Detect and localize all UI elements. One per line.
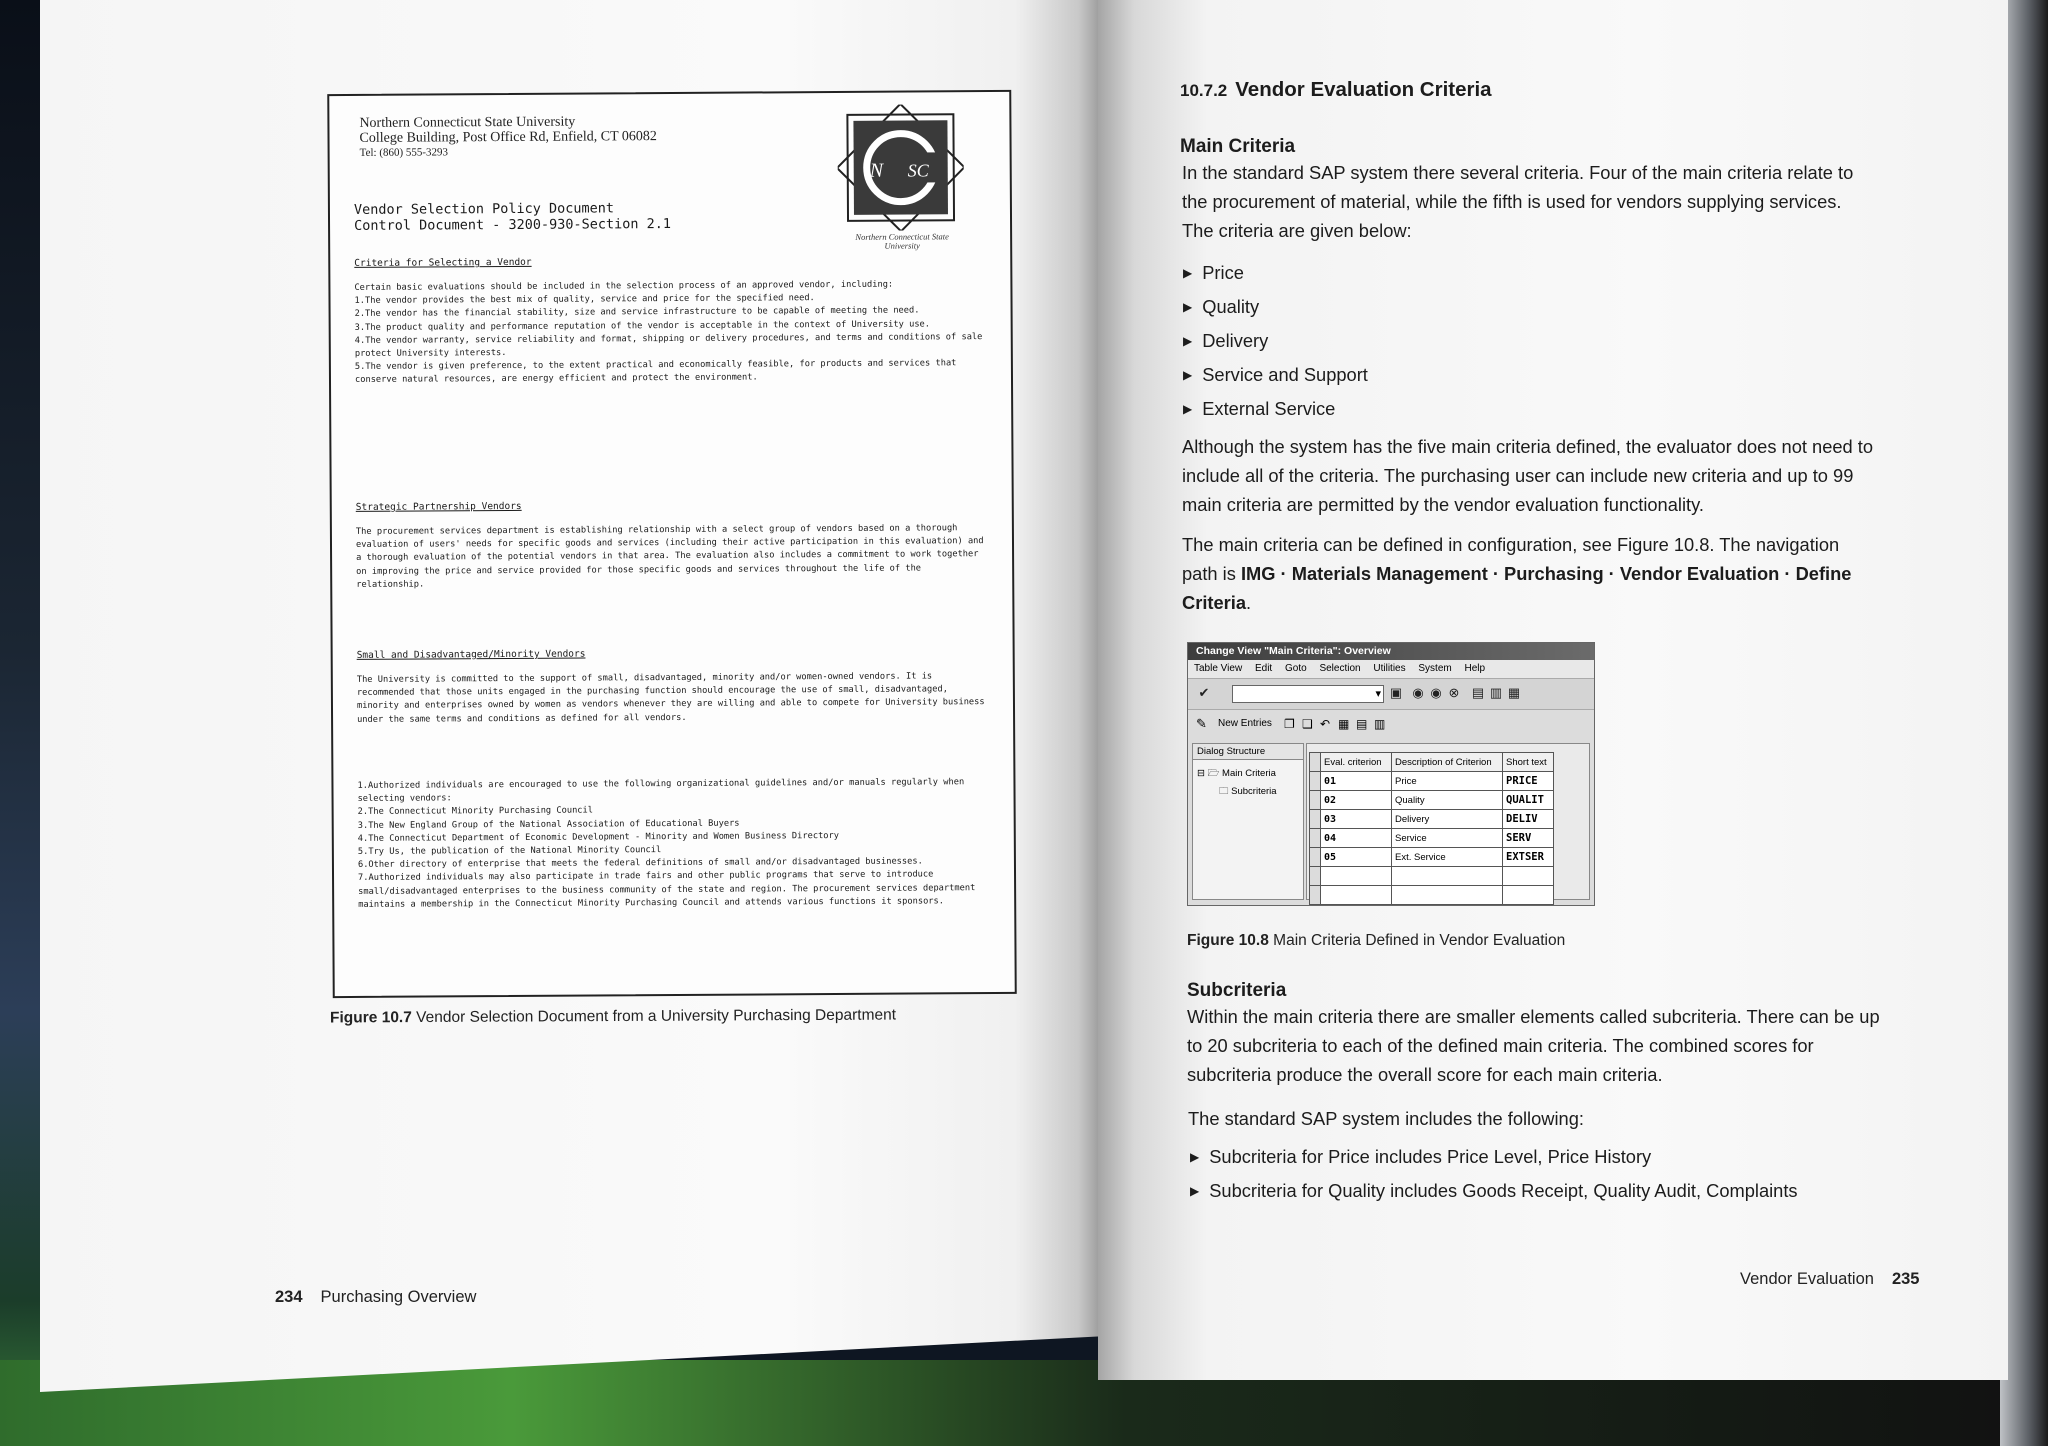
table-row[interactable] <box>1310 772 1554 791</box>
sap-title-text: Change View "Main Criteria": Overview <box>1196 645 1391 657</box>
vendor-selection-document <box>327 90 1017 998</box>
paragraph-navigation <box>1182 530 1877 617</box>
folder-icon: 🗀 <box>1219 786 1229 797</box>
scan-background-left <box>0 0 46 1446</box>
criteria-table <box>1309 752 1554 905</box>
command-field[interactable] <box>1232 685 1384 703</box>
guidelines-list: 1.Authorized individuals are encouraged to use the following organizational guidelines and/or manuals regularly when selecting vendors: 2.The Connecticut Minority Purchasing Council 3.The New England Group of the National Association of Educational Buyers 4.The Connecticut Department of Economic Development - Minority and Women Business Directory 5.Try Us, the publication of the National Minority Council 6.Other directory of enterprise that meets the federal definitions of small and/or disadvantaged businesses. 7.Authorized individuals may also participate in trade fairs and other public programs that serve to introduce small/disadvantaged enterprises to the business community of the state and region. The procurement services department maintains a membership in the Connecticut Minority Purchasing Council and attends various functions it sponsors. <box>357 777 976 910</box>
section-heading: Small and Disadvantaged/Minority Vendors <box>356 648 586 661</box>
deselect-all-icon[interactable]: ▥ <box>1374 717 1386 731</box>
row-selector[interactable] <box>1310 772 1321 791</box>
criterion-description[interactable]: Price <box>1392 772 1503 791</box>
policy-title-block <box>354 200 671 234</box>
sap-menu-system[interactable]: System <box>1418 663 1452 674</box>
criterion-short-text[interactable]: DELIV <box>1503 810 1554 829</box>
sap-menu-goto[interactable]: Goto <box>1284 663 1307 674</box>
sap-screenshot <box>1187 642 1595 906</box>
sap-standard-toolbar <box>1188 678 1594 710</box>
empty-cell[interactable] <box>1321 886 1392 905</box>
empty-cell[interactable] <box>1392 886 1503 905</box>
policy-title: Vendor Selection Policy Document <box>353 200 615 218</box>
column-header[interactable]: Eval. criterion <box>1321 753 1392 772</box>
sap-window-title <box>1188 643 1594 660</box>
dialog-structure-panel <box>1192 743 1304 900</box>
subcriteria-heading: Subcriteria <box>1187 980 1287 1001</box>
criterion-code: 05 <box>1321 848 1392 867</box>
svg-text:SC: SC <box>907 160 929 181</box>
running-head: Vendor Evaluation <box>1740 1270 1874 1288</box>
subcriteria-intro: Within the main criteria there are smaller elements called subcriteria. There can be up to 20 subcriteria to each of the defined main criteria. The combined scores for subcriteria produce the overall score for each main criteria. <box>1187 1006 1880 1085</box>
section-text: Certain basic evaluations should be included in the selection process of an approved vendor, including: 1.The vendor provides the best mix of quality, service and price for the specified need. 2.The vendor has the financial stability, size and service infrastructure to be capable of meeting the need. 3.The product quality and performance reputation of the vendor is acceptable in the context of University use. 4.The vendor warranty, service reliability and format, shipping or delivery procedures, and terms and conditions of sale protect University interests. 5.The vendor is given preference, to the extent practical and economically feasible, for products and services that conserve natural resources, are energy efficient and protect the environment. <box>354 279 983 386</box>
criterion-code: 04 <box>1321 829 1392 848</box>
sap-menu-selection[interactable]: Selection <box>1319 663 1361 674</box>
figure-text: Main Criteria Defined in Vendor Evaluation <box>1273 932 1566 949</box>
page-number: 234 <box>275 1288 303 1306</box>
table-header-row <box>1310 753 1554 772</box>
dialog-structure-header: Dialog Structure <box>1193 744 1303 760</box>
navigation-intro: The main criteria can be defined in configuration, see Figure 10.8. The navigation path is <box>1182 534 1840 584</box>
section-number: 10.7.2 <box>1180 81 1228 100</box>
exit-icon[interactable]: ◉ <box>1430 685 1442 700</box>
criteria-item: ▶ Price <box>1183 262 1244 284</box>
navigation-path: IMG · Materials Management · Purchasing · Vendor Evaluation · Define Criteria <box>1182 563 1852 613</box>
control-document: Control Document - 3200-930-Section 2.1 <box>354 216 672 234</box>
table-row[interactable] <box>1310 791 1554 810</box>
select-block-icon[interactable]: ▤ <box>1356 717 1368 731</box>
page-footer <box>1740 1270 1919 1289</box>
criterion-description[interactable]: Delivery <box>1392 810 1503 829</box>
tree-node-main-criteria[interactable] <box>1197 766 1276 782</box>
cancel-icon[interactable]: ⊗ <box>1448 685 1460 700</box>
sap-menu-edit[interactable]: Edit <box>1254 663 1273 674</box>
open-folder-icon: 🗁 <box>1207 768 1220 779</box>
running-head: Purchasing Overview <box>320 1288 477 1306</box>
subcriteria-item: ▶ Subcriteria for Quality includes Goods Receipt, Quality Audit, Complaints <box>1190 1180 1798 1202</box>
save-icon[interactable]: ▣ <box>1389 685 1403 700</box>
delete-icon[interactable]: ❑ <box>1302 717 1313 731</box>
empty-cell[interactable] <box>1503 886 1554 905</box>
subcriteria-item: ▶ Subcriteria for Price includes Price Level, Price History <box>1190 1146 1651 1168</box>
column-header[interactable]: Short text <box>1503 753 1554 772</box>
row-selector[interactable] <box>1310 791 1321 810</box>
tree-label: Main Criteria <box>1222 768 1276 779</box>
select-column-header[interactable] <box>1310 753 1321 772</box>
row-selector[interactable] <box>1310 886 1321 905</box>
main-criteria-intro: In the standard SAP system there several criteria. Four of the main criteria relate to the procurement of material, while the fifth is used for vendors supplying services. The criteria are given below: <box>1182 162 1854 241</box>
section-text: The procurement services department is establishing relationship with a select group of vendors based on a thorough evaluation of users' needs for specific goods and services (including their active participation in this evaluation) and a thorough evaluation of the potential vendors in that area. The evaluation also includes a commitment to work together on improving the price and service provided for those specific goods and services throughout the life of the relationship. <box>355 523 984 590</box>
copy-icon[interactable]: ❐ <box>1284 717 1295 731</box>
table-row[interactable] <box>1310 829 1554 848</box>
criterion-description[interactable]: Quality <box>1392 791 1503 810</box>
criterion-code: 02 <box>1321 791 1392 810</box>
criterion-short-text[interactable]: PRICE <box>1503 772 1554 791</box>
criteria-item: ▶ Service and Support <box>1183 364 1368 386</box>
sap-menu-help[interactable]: Help <box>1464 663 1486 674</box>
enter-icon[interactable]: ✔ <box>1198 685 1210 700</box>
empty-cell[interactable] <box>1321 867 1392 886</box>
row-selector[interactable] <box>1310 810 1321 829</box>
find-next-icon[interactable]: ▦ <box>1507 685 1521 700</box>
logo-caption: Northern Connecticut State University <box>855 231 949 251</box>
figure-label: Figure 10.8 <box>1187 932 1269 949</box>
empty-cell[interactable] <box>1503 867 1554 886</box>
table-row[interactable] <box>1310 848 1554 867</box>
new-entries-button[interactable]: New Entries <box>1218 718 1272 729</box>
criteria-table-panel <box>1306 743 1590 900</box>
tree-node-subcriteria[interactable] <box>1219 784 1277 800</box>
ncsc-logo <box>837 104 964 231</box>
section-heading: Strategic Partnership Vendors <box>355 500 522 513</box>
table-row-empty[interactable] <box>1310 886 1554 905</box>
criteria-item: ▶ Delivery <box>1183 330 1268 352</box>
subcriteria-standard: The standard SAP system includes the following: <box>1188 1108 1584 1129</box>
tree-label: Subcriteria <box>1231 786 1277 797</box>
page-footer <box>275 1288 476 1307</box>
criterion-description[interactable]: Ext. Service <box>1392 848 1503 867</box>
figure-caption <box>330 1007 896 1028</box>
select-all-icon[interactable]: ▦ <box>1338 717 1350 731</box>
display-change-icon[interactable]: ✎ <box>1196 716 1207 731</box>
table-row[interactable] <box>1310 810 1554 829</box>
criterion-short-text[interactable]: EXTSER <box>1503 848 1554 867</box>
paragraph-criteria-optional: Although the system has the five main criteria defined, the evaluator does not need to include all of the criteria. The purchasing user can include new criteria and up to 99 main criteria are permitted by the vendor evaluation functionality. <box>1182 436 1874 515</box>
navigation-end: . <box>1246 592 1252 613</box>
sap-menu-bar <box>1188 660 1594 678</box>
section-heading: Criteria for Selecting a Vendor <box>354 256 532 269</box>
sap-menu-utilities[interactable]: Utilities <box>1373 663 1406 674</box>
figure-label: Figure 10.7 <box>329 1009 412 1027</box>
criteria-item: ▶ External Service <box>1183 398 1335 420</box>
column-header[interactable]: Description of Criterion <box>1392 753 1503 772</box>
figure-caption <box>1187 932 1565 950</box>
criterion-code: 03 <box>1321 810 1392 829</box>
print-icon[interactable]: ▤ <box>1471 685 1485 700</box>
address-line: Tel: (860) 555-3293 <box>359 146 449 159</box>
tree-expand-icon[interactable]: ⊟ <box>1197 768 1205 779</box>
sap-application-toolbar <box>1188 710 1594 738</box>
criterion-short-text[interactable]: SERV <box>1503 829 1554 848</box>
university-address <box>359 114 657 161</box>
criterion-description[interactable]: Service <box>1392 829 1503 848</box>
criterion-short-text[interactable]: QUALIT <box>1503 791 1554 810</box>
figure-text: Vendor Selection Document from a University Purchasing Department <box>416 1006 897 1027</box>
section-title: Vendor Evaluation Criteria <box>1235 78 1492 101</box>
page-number: 235 <box>1891 1270 1920 1288</box>
address-line: Northern Connecticut State University <box>359 114 576 131</box>
undo-icon[interactable]: ↶ <box>1320 717 1331 731</box>
section-text: The University is committed to the support of small, disadvantaged, minority and/or women-owned vendors. It is recommended that those units engaged in the purchasing function should encourage the use of small, disadvantaged, minority and enterprises owned by women as vendors whenever they are willing and able to compete for University business under the same terms and conditions as defined for all vendors. <box>356 671 985 725</box>
address-line: College Building, Post Office Rd, Enfield, CT 06082 <box>359 129 657 146</box>
svg-text:N: N <box>869 159 884 182</box>
row-selector[interactable] <box>1310 829 1321 848</box>
criterion-code: 01 <box>1321 772 1392 791</box>
empty-cell[interactable] <box>1392 867 1503 886</box>
main-criteria-heading: Main Criteria <box>1180 136 1296 157</box>
criteria-item: ▶ Quality <box>1183 296 1259 318</box>
sap-menu-table-view[interactable]: Table View <box>1194 663 1243 674</box>
find-icon[interactable]: ▥ <box>1489 685 1503 700</box>
row-selector[interactable] <box>1310 848 1321 867</box>
back-icon[interactable]: ◉ <box>1412 685 1424 700</box>
table-row-empty[interactable] <box>1310 867 1554 886</box>
row-selector[interactable] <box>1310 867 1321 886</box>
section-heading <box>1180 78 1492 102</box>
